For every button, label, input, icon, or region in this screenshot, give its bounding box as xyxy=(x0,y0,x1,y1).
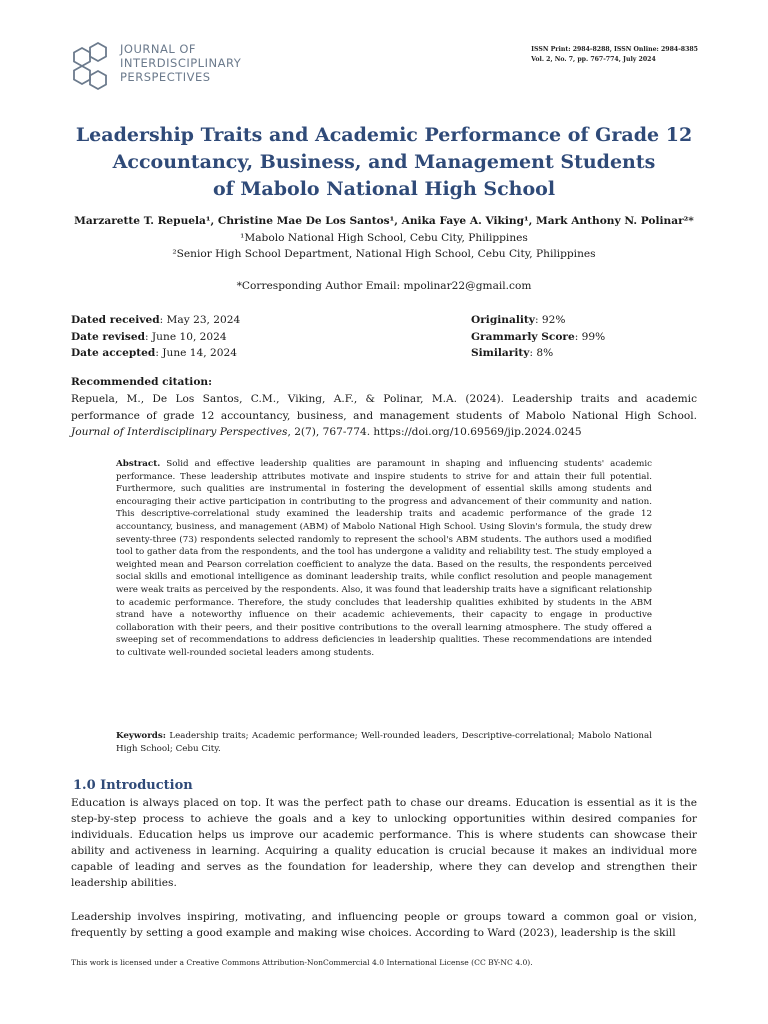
date-received: Dated received: May 23, 2024 xyxy=(71,314,241,326)
section-heading-introduction: 1.0 Introduction xyxy=(73,778,193,793)
title-line-2: Accountancy, Business, and Management Students xyxy=(112,151,656,173)
similarity-score: Similarity: 8% xyxy=(471,347,554,359)
keywords xyxy=(116,730,652,755)
date-revised: Date revised: June 10, 2024 xyxy=(71,330,227,343)
author-list: Marzarette T. Repuela¹, Christine Mae De Los Santos¹, Anika Faye A. Viking¹, Mark Anthony N. Polinar²* xyxy=(74,215,694,227)
issn-block xyxy=(531,45,698,64)
issn-line: ISSN Print: 2984-8288, ISSN Online: 2984-8385 xyxy=(531,46,698,53)
journal-name: JOURNAL OF INTERDISCIPLINARY PERSPECTIVES xyxy=(120,42,242,84)
grammarly-score: Grammarly Score: 99% xyxy=(471,330,606,343)
originality-score: Originality: 92% xyxy=(471,314,566,326)
title-line-3: of Mabolo National High School xyxy=(212,178,556,200)
affiliation-2: ²Senior High School Department, National High School, Cebu City, Philippines xyxy=(172,248,596,260)
keywords-text: Leadership traits; Academic performance; Well-rounded leaders, Descriptive-correlational; Mabolo National High School; Cebu City. xyxy=(116,731,652,754)
corresponding-email: *Corresponding Author Email: mpolinar22@gmail.com xyxy=(236,280,532,292)
citation-line-1: Repuela, M., De Los Santos, C.M., Viking, A.F., & Polinar, M.A. (2024). Leadership traits and academic xyxy=(71,393,697,405)
citation-line-3 xyxy=(71,424,697,441)
abstract-text: Solid and effective leadership qualities are paramount in shaping and influencing students' academic performance. These leadership attributes motivate and inspire students to strive for and attain their full potential. Furthermore, such qualities are instrumental in fostering the development of essential skills among students and encouraging their active participation in contributing to the progress and advancement of their community and nation. This descriptive-correlational study examined the leadership traits and academic performance of the grade 12 accountancy, business, and management (ABM) of Mabolo National High School. Using Slovin's formula, the study drew seventy-three (73) respondents selected randomly to represent the school's ABM students. The authors used a modified tool to gather data from the respondents, and the tool has undergone a validity and reliability test. The study employed a weighted mean and Pearson correlation coefficient to analyze the data. Based on the results, the respondents perceived social skills and emotional intelligence as dominant leadership traits, while conflict resolution and people management were weak traits as perceived by the respondents. Also, it was found that leadership traits have a significant relationship to academic performance. Therefore, the study concludes that leadership qualities exhibited by students in the ABM strand have a noteworthy influence on their academic achievements, their capacity to engage in productive collaboration with their peers, and their positive contributions to the overall learning atmosphere. The study offered a sweeping set of recommendations to address deficiencies in leadership qualities. These recommendations are intended to cultivate well-rounded societal leaders among students. xyxy=(116,459,652,658)
citation-journal: Journal of Interdisciplinary Perspectives xyxy=(71,426,288,438)
license-footer[interactable]: This work is licensed under a Creative Commons Attribution-NonCommercial 4.0 International License (CC BY-NC 4.0). xyxy=(71,958,533,967)
citation-line-2: performance of grade 12 accountancy, business, and management students of Mabolo National High School. xyxy=(71,409,697,422)
intro-paragraph-1: Education is always placed on top. It was the perfect path to chase our dreams. Education is essential as it is the step-by-step process to achieve the goals and a key to unlocking opportunities within desired companies for individuals. Education helps us improve our academic performance. This is where students can showcase their ability and activeness in learning. Acquiring a quality education is crucial because it makes an individual more capable of leading and serves as the foundation for leadership, where they can develop and strengthen their leadership abilities. xyxy=(71,797,697,889)
hexagon-logo-icon xyxy=(68,40,116,92)
affiliation-1: ¹Mabolo National High School, Cebu City, Philippines xyxy=(240,232,528,244)
title-line-1: Leadership Traits and Academic Performance of Grade 12 xyxy=(75,124,693,146)
citation-label: Recommended citation: xyxy=(71,376,212,388)
paper-title xyxy=(60,122,708,203)
abstract-label: Abstract. xyxy=(116,459,161,469)
recommended-citation xyxy=(71,391,697,441)
citation-doi[interactable]: , 2(7), 767-774. https://doi.org/10.69569/jip.2024.0245 xyxy=(287,426,582,438)
volume-line: Vol. 2, No. 7, pp. 767-774, July 2024 xyxy=(531,55,656,63)
abstract xyxy=(116,458,652,660)
journal-logo xyxy=(68,40,241,92)
date-accepted: Date accepted: June 14, 2024 xyxy=(71,347,237,359)
intro-paragraph-2: Leadership involves inspiring, motivating, and influencing people or groups toward a common goal or vision, frequently by setting a good example and making wise choices. According to Ward (2023), leadership is the skill xyxy=(71,911,697,939)
scores-block xyxy=(471,312,605,362)
dates-block xyxy=(71,312,240,362)
keywords-label: Keywords: xyxy=(116,731,166,741)
